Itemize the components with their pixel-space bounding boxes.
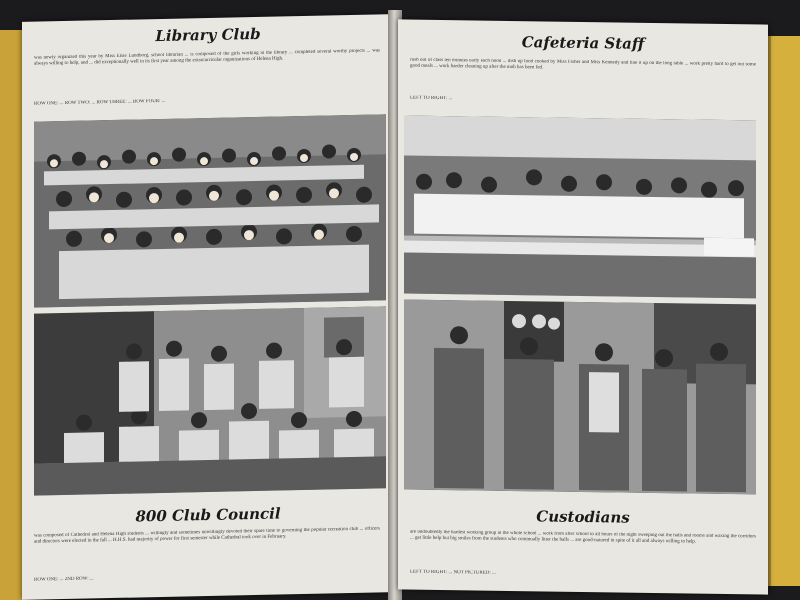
club-council-caption: ROW ONE: ... 2ND ROW: ... <box>34 576 94 583</box>
custodians-heading: Custodians <box>536 507 630 527</box>
library-club-copy: was newly organized this year by Miss Elsie Lundborg, school librarian ... is composed of the girls working in the library ... completed several worthy projects ... was always willing to help, and ... did exceptionally well in its first year among the extracurricular organizations of Helena High. <box>34 48 380 67</box>
library-club-heading: Library Club <box>155 24 261 46</box>
book-cover-right <box>768 36 800 586</box>
cafeteria-staff-photo <box>404 116 756 299</box>
book-cover-left <box>0 30 22 600</box>
club-council-copy: was composed of Cathedral and Helena High students ... willingly and sometimes unwillingly devoted their spare time to governing the popular recreation club ... officers and directors were elected in the fall ... H.H.S. had majority of power for first semester while Cathedral took over in February. <box>34 526 380 545</box>
custodians-copy: are undoubtedly the hardest working group in the whole school ... work from after school to all hours of the night sweeping out the halls and rooms and waxing the corridors ... get little help but big smiles from the students who continually litter the halls ... are good-natured in spite of it all and always willing to help. <box>410 529 756 545</box>
library-club-photo <box>34 114 386 307</box>
cafeteria-staff-heading: Cafeteria Staff <box>521 33 645 53</box>
right-page <box>398 19 768 594</box>
cafeteria-staff-copy: rush out of class ten minutes early each noon ... dish up food cooked by Miss Fisher and Miss Kennedy and line it up on the long table ... work pretty hard to get out some good meals ... work harder cleaning up after the mob has been fed. <box>410 57 756 71</box>
cafeteria-staff-caption: LEFT TO RIGHT: ... <box>410 95 453 102</box>
custodians-caption: LEFT TO RIGHT: ... NOT PICTURED: ... <box>410 569 496 576</box>
club-council-photo <box>34 306 386 495</box>
club-council-heading: 800 Club Council <box>135 504 281 526</box>
left-page <box>22 14 394 600</box>
custodians-photo <box>404 300 756 495</box>
library-club-caption: ROW ONE: ... ROW TWO: ... ROW THREE: ... ROW FOUR: ... <box>34 98 166 107</box>
